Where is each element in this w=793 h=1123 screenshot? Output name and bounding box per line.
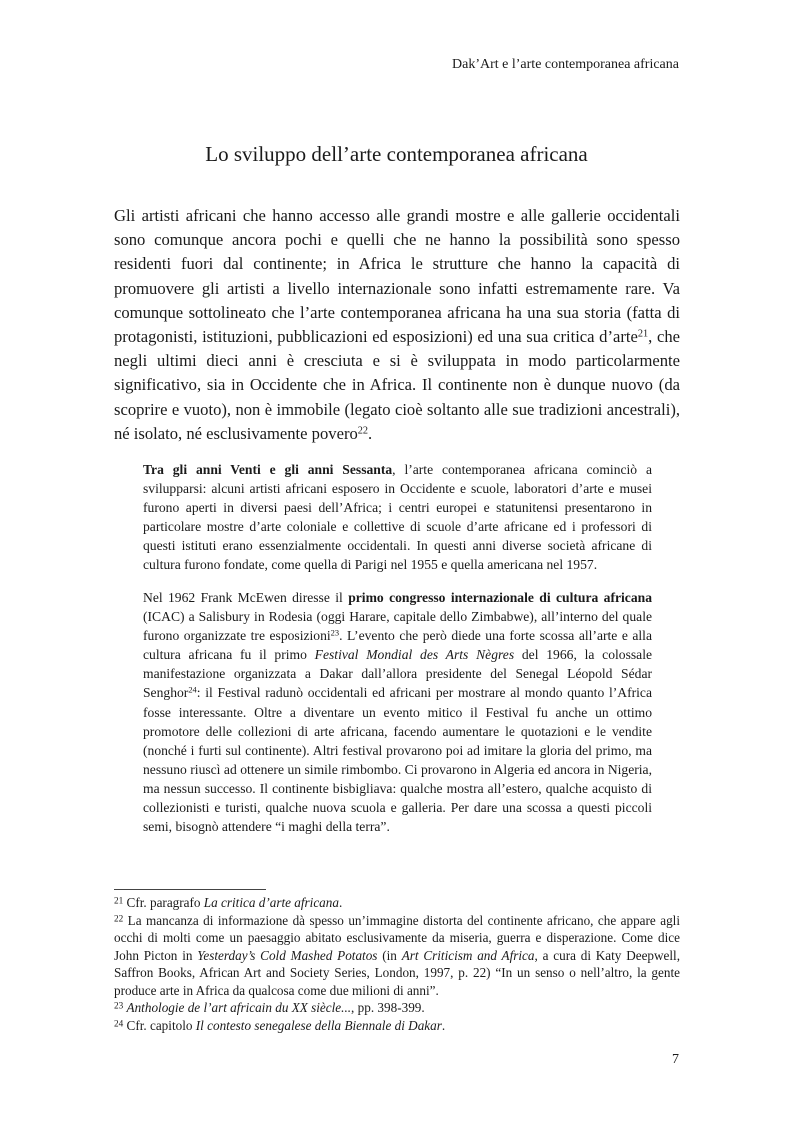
body-text: Gli artisti africani che hanno accesso alle grandi mostre e alle gallerie occidentali sono comunque ancora pochi e quelli che ne hanno la possibilità sono spesso residenti fuori dal continente; in Africa le strutture che hanno la capacità di promuovere gli artisti a livello internazionale sono infatti estremamente rare. Va comunque sottolineato che l’arte contemporanea africana ha una sua storia (fatta di protagonisti, istituzioni, pubblicazioni ed esposizioni) ed una sua critica d’arte — [114, 206, 680, 347]
footnote-ref-22[interactable]: 22 — [357, 425, 369, 437]
quote-text: , l’arte contemporanea africana cominciò a svilupparsi: alcuni artisti africani esposero in Occidente e scuole, laboratori d’arte e musei furono aperti in diversi paesi dell’Africa; i centri europei e statunitensi presentarono in particolare mostre d’arte coloniale e collettive di scuole d’arte africane ed i professori di questi istituti erano essenzialmente occidentali. In questi anni diverse società africane di cultura furono fondate, come quella di Parigi nel 1955 e quella americana nel 1957. — [143, 462, 652, 573]
footnote-separator — [114, 889, 266, 890]
footnote-text: Cfr. paragrafo — [123, 895, 204, 910]
footnote-text: (in — [377, 947, 402, 963]
footnote-ref-21[interactable]: 21 — [637, 328, 649, 340]
footnotes — [114, 894, 680, 1034]
body-paragraph — [114, 204, 680, 446]
block-quote-2 — [143, 588, 652, 836]
footnote-italic: Il contesto senegalese della Biennale di Dakar — [195, 1017, 442, 1033]
footnote-23 — [114, 999, 680, 1017]
footnote-italic: Yesterday’s Cold Mashed Potatos — [197, 947, 378, 963]
body-text: , che negli ultimi dieci anni è cresciuta e si è sviluppata in modo particolarmente significativo, sia in Occidente che in Africa. Il continente non è dunque nuovo (da scoprire e vuoto), non è immobile (legato cioè soltanto alle sue tradizioni ancestrali), né isolato, né esclusivamente povero — [114, 327, 680, 443]
quote-bold-phrase: primo congresso internazionale di cultura africana — [348, 590, 652, 605]
footnote-ref-24[interactable]: 24 — [188, 684, 197, 695]
footnote-text: La mancanza di informazione dà spesso un’immagine distorta del continente africano, che appare agli occhi di molti come un paesaggio abitato esclusivamente da miseria, guerra e disperazione. Come dice John Picton in — [114, 912, 680, 963]
footnote-text: . — [338, 895, 343, 910]
footnote-italic: Art Criticism and Africa — [401, 947, 535, 963]
block-quote-1 — [143, 460, 652, 575]
footnote-text: Cfr. capitolo — [123, 1017, 196, 1033]
quote-text: : il Festival radunò occidentali ed africani per mostrare al mondo quanto l’Africa fosse interessante. Oltre a diventare un evento mitico il Festival fu anche un ottimo promotore delle collezioni di arte africana, facendo aumentare le quotazioni e le vendite (nonché i furti sul continente). Altri festival provarono poi ad imitare la gloria del primo, ma nessuno riuscì ad ottenere un simile rimbombo. Ci provarono in Algeria ed ancora in Nigeria, ma nessun successo. Il continente bisbigliava: qualche mostra all’estero, qualche acquisto di collezionisti e turisti, qualche nuova scuola e galleria. Per dare una scossa a questi piccoli semi, bisognò attendere “i maghi della terra”. — [143, 685, 652, 835]
quote-bold-phrase: Tra gli anni Venti e gli anni Sessanta — [143, 462, 393, 477]
running-header: Dak’Art e l’arte contemporanea africana — [452, 57, 679, 72]
page-number: 7 — [672, 1052, 679, 1067]
footnote-italic: Anthologie de l’art africain du XX siècle... — [126, 1000, 352, 1015]
quote-text: . L’evento che però diede una forte scossa all’arte e alla cultura africana fu il primo — [143, 628, 652, 663]
footnote-ref-23[interactable]: 23 — [330, 627, 340, 638]
page-title: Lo sviluppo dell’arte contemporanea africana — [205, 142, 588, 166]
footnote-21 — [114, 894, 680, 912]
quote-text: del 1966, la colossale manifestazione organizzata a Dakar dall’allora presidente del Senegal Léopold Sédar Senghor — [143, 647, 653, 701]
footnote-text: , pp. 398-399. — [351, 1000, 425, 1015]
quote-text: (ICAC) a Salisbury in Rodesia (oggi Harare, capitale dello Zimbabwe), all’interno del quale furono organizzate tre esposizioni — [143, 609, 652, 644]
festival-name: Festival Mondial des Arts Nègres — [314, 647, 515, 663]
footnote-text: , a cura di Katy Deepwell, Saffron Books, African Art and Society Series, London, 1997, p. 22) “In un senso o nell’altro, la gente produce arte in Africa da qualcosa come due milioni di anni”. — [114, 947, 681, 998]
footnote-22 — [114, 912, 680, 1000]
footnote-text: . — [441, 1017, 446, 1033]
body-text: . — [368, 423, 373, 443]
footnote-number: 21 — [114, 895, 124, 906]
footnote-number: 23 — [114, 1000, 124, 1011]
quote-text: Nel 1962 Frank McEwen diresse il — [143, 590, 349, 605]
footnote-number: 22 — [114, 912, 124, 923]
footnote-italic: La critica d’arte africana — [203, 895, 339, 910]
footnote-24 — [114, 1017, 680, 1035]
footnote-number: 24 — [114, 1017, 124, 1028]
